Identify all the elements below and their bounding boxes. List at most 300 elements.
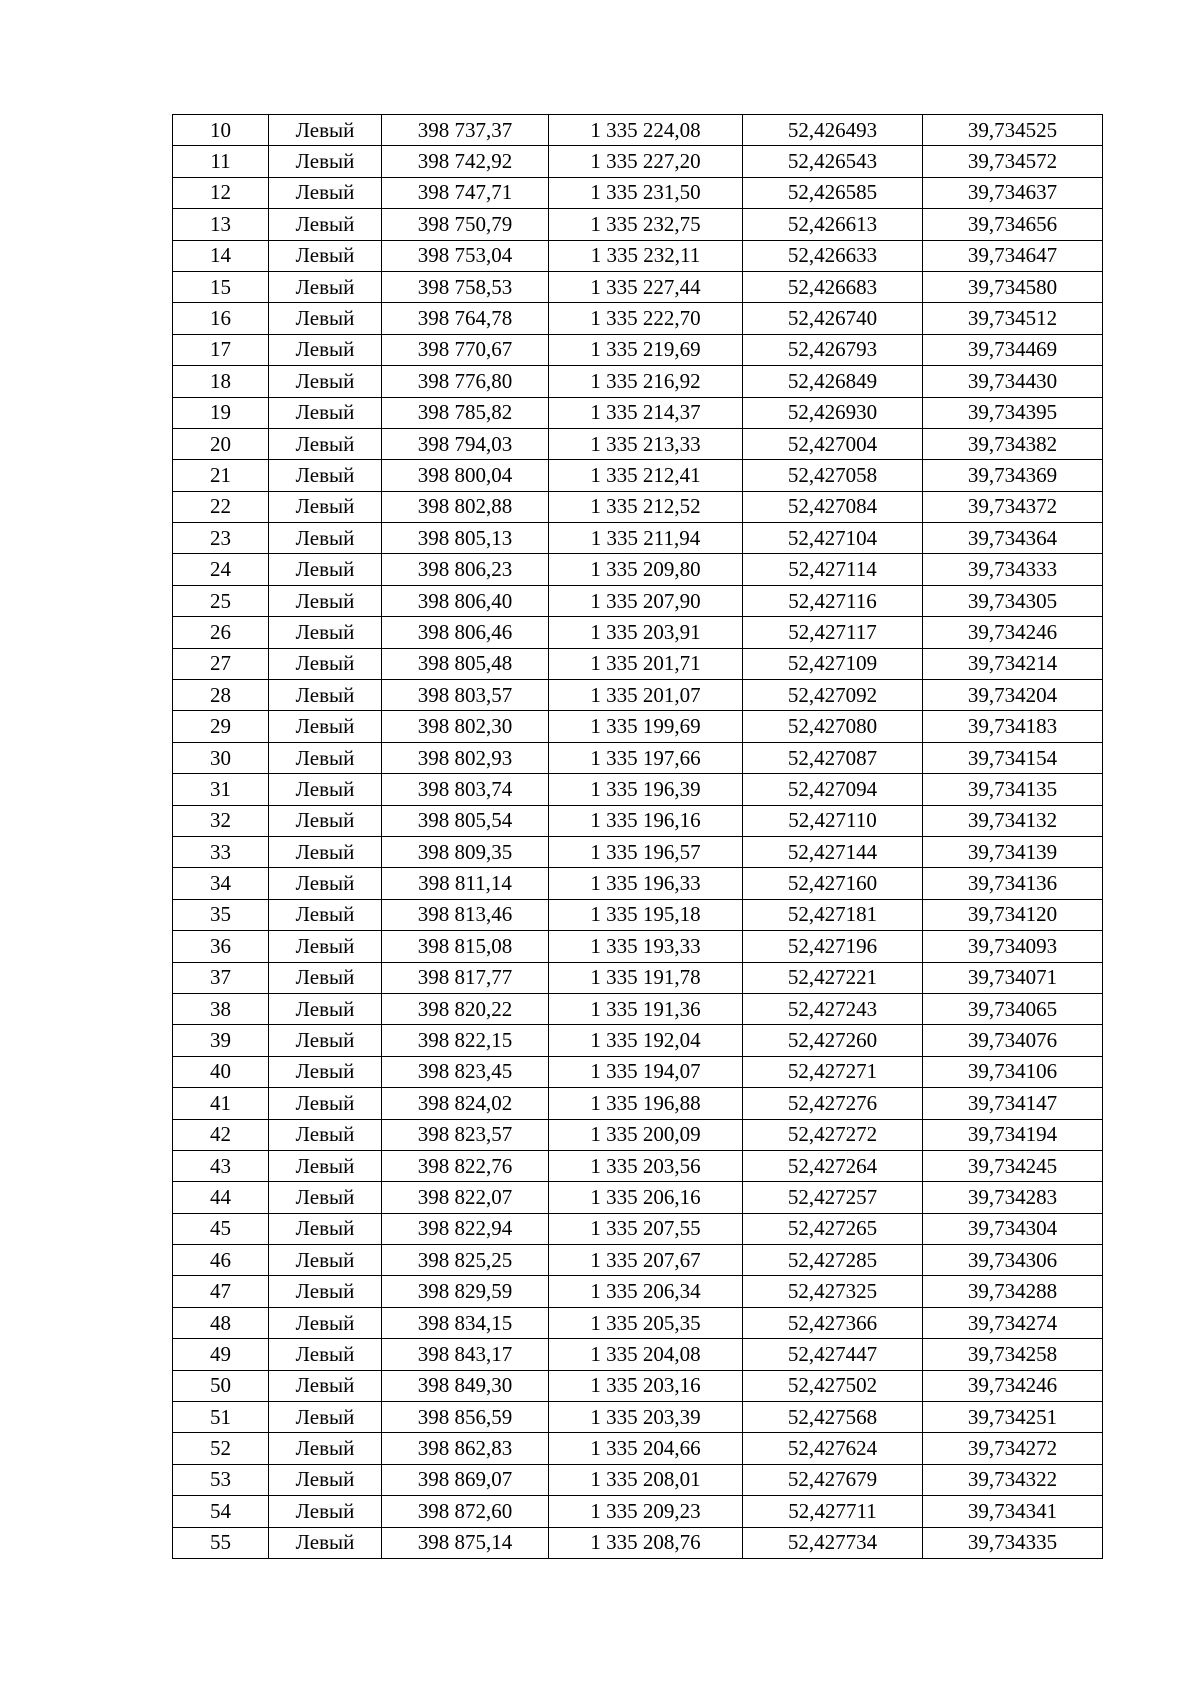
latitude-cell: 52,426930 (743, 397, 923, 428)
longitude-cell: 39,734322 (923, 1464, 1103, 1495)
longitude-cell: 39,734469 (923, 334, 1103, 365)
x-coordinate-cell: 398 737,37 (382, 115, 549, 146)
side-cell: Левый (269, 962, 382, 993)
x-coordinate-cell: 398 802,88 (382, 491, 549, 522)
point-number-cell: 47 (173, 1276, 269, 1307)
x-coordinate-cell: 398 820,22 (382, 993, 549, 1024)
table-row (173, 805, 1103, 836)
x-coordinate-cell: 398 750,79 (382, 209, 549, 240)
y-coordinate-cell: 1 335 201,71 (549, 648, 743, 679)
table-row (173, 993, 1103, 1024)
x-coordinate-cell: 398 823,57 (382, 1119, 549, 1150)
y-coordinate-cell: 1 335 207,67 (549, 1245, 743, 1276)
side-cell: Левый (269, 1088, 382, 1119)
latitude-cell: 52,427087 (743, 742, 923, 773)
side-cell: Левый (269, 742, 382, 773)
point-number-cell: 32 (173, 805, 269, 836)
point-number-cell: 26 (173, 617, 269, 648)
point-number-cell: 36 (173, 931, 269, 962)
latitude-cell: 52,427366 (743, 1307, 923, 1338)
latitude-cell: 52,427092 (743, 680, 923, 711)
y-coordinate-cell: 1 335 231,50 (549, 177, 743, 208)
side-cell: Левый (269, 491, 382, 522)
table-row (173, 899, 1103, 930)
longitude-cell: 39,734580 (923, 271, 1103, 302)
side-cell: Левый (269, 115, 382, 146)
latitude-cell: 52,427260 (743, 1025, 923, 1056)
latitude-cell: 52,427711 (743, 1496, 923, 1527)
table-row (173, 209, 1103, 240)
longitude-cell: 39,734395 (923, 397, 1103, 428)
table-row (173, 931, 1103, 962)
point-number-cell: 33 (173, 836, 269, 867)
side-cell: Левый (269, 899, 382, 930)
latitude-cell: 52,427568 (743, 1402, 923, 1433)
table-row (173, 1464, 1103, 1495)
side-cell: Левый (269, 428, 382, 459)
x-coordinate-cell: 398 776,80 (382, 366, 549, 397)
latitude-cell: 52,427114 (743, 554, 923, 585)
latitude-cell: 52,427116 (743, 585, 923, 616)
y-coordinate-cell: 1 335 212,52 (549, 491, 743, 522)
point-number-cell: 12 (173, 177, 269, 208)
side-cell: Левый (269, 523, 382, 554)
longitude-cell: 39,734214 (923, 648, 1103, 679)
longitude-cell: 39,734372 (923, 491, 1103, 522)
table-row (173, 397, 1103, 428)
longitude-cell: 39,734430 (923, 366, 1103, 397)
y-coordinate-cell: 1 335 227,20 (549, 146, 743, 177)
longitude-cell: 39,734305 (923, 585, 1103, 616)
x-coordinate-cell: 398 862,83 (382, 1433, 549, 1464)
side-cell: Левый (269, 648, 382, 679)
latitude-cell: 52,427285 (743, 1245, 923, 1276)
side-cell: Левый (269, 1464, 382, 1495)
table-row (173, 836, 1103, 867)
longitude-cell: 39,734274 (923, 1307, 1103, 1338)
x-coordinate-cell: 398 823,45 (382, 1056, 549, 1087)
longitude-cell: 39,734132 (923, 805, 1103, 836)
x-coordinate-cell: 398 869,07 (382, 1464, 549, 1495)
latitude-cell: 52,427196 (743, 931, 923, 962)
x-coordinate-cell: 398 825,25 (382, 1245, 549, 1276)
longitude-cell: 39,734154 (923, 742, 1103, 773)
x-coordinate-cell: 398 822,76 (382, 1150, 549, 1181)
latitude-cell: 52,427502 (743, 1370, 923, 1401)
x-coordinate-cell: 398 811,14 (382, 868, 549, 899)
table-row (173, 1056, 1103, 1087)
y-coordinate-cell: 1 335 199,69 (549, 711, 743, 742)
longitude-cell: 39,734183 (923, 711, 1103, 742)
longitude-cell: 39,734204 (923, 680, 1103, 711)
longitude-cell: 39,734106 (923, 1056, 1103, 1087)
point-number-cell: 54 (173, 1496, 269, 1527)
side-cell: Левый (269, 680, 382, 711)
latitude-cell: 52,427272 (743, 1119, 923, 1150)
longitude-cell: 39,734369 (923, 460, 1103, 491)
side-cell: Левый (269, 146, 382, 177)
longitude-cell: 39,734093 (923, 931, 1103, 962)
table-row (173, 1339, 1103, 1370)
point-number-cell: 10 (173, 115, 269, 146)
point-number-cell: 16 (173, 303, 269, 334)
x-coordinate-cell: 398 824,02 (382, 1088, 549, 1119)
y-coordinate-cell: 1 335 203,16 (549, 1370, 743, 1401)
point-number-cell: 48 (173, 1307, 269, 1338)
point-number-cell: 21 (173, 460, 269, 491)
x-coordinate-cell: 398 849,30 (382, 1370, 549, 1401)
latitude-cell: 52,427257 (743, 1182, 923, 1213)
y-coordinate-cell: 1 335 196,33 (549, 868, 743, 899)
latitude-cell: 52,427265 (743, 1213, 923, 1244)
side-cell: Левый (269, 460, 382, 491)
side-cell: Левый (269, 209, 382, 240)
table-row (173, 1119, 1103, 1150)
table-row (173, 1025, 1103, 1056)
table-row (173, 303, 1103, 334)
table-row (173, 1307, 1103, 1338)
y-coordinate-cell: 1 335 194,07 (549, 1056, 743, 1087)
longitude-cell: 39,734656 (923, 209, 1103, 240)
point-number-cell: 20 (173, 428, 269, 459)
y-coordinate-cell: 1 335 191,36 (549, 993, 743, 1024)
longitude-cell: 39,734306 (923, 1245, 1103, 1276)
table-row (173, 1370, 1103, 1401)
x-coordinate-cell: 398 809,35 (382, 836, 549, 867)
x-coordinate-cell: 398 829,59 (382, 1276, 549, 1307)
side-cell: Левый (269, 1213, 382, 1244)
longitude-cell: 39,734194 (923, 1119, 1103, 1150)
x-coordinate-cell: 398 856,59 (382, 1402, 549, 1433)
table-row (173, 1496, 1103, 1527)
y-coordinate-cell: 1 335 208,01 (549, 1464, 743, 1495)
coordinates-table (172, 114, 1103, 1559)
table-row (173, 617, 1103, 648)
y-coordinate-cell: 1 335 204,66 (549, 1433, 743, 1464)
side-cell: Левый (269, 271, 382, 302)
point-number-cell: 39 (173, 1025, 269, 1056)
point-number-cell: 31 (173, 774, 269, 805)
table-row (173, 1088, 1103, 1119)
point-number-cell: 30 (173, 742, 269, 773)
point-number-cell: 15 (173, 271, 269, 302)
latitude-cell: 52,427058 (743, 460, 923, 491)
latitude-cell: 52,426493 (743, 115, 923, 146)
point-number-cell: 17 (173, 334, 269, 365)
latitude-cell: 52,427181 (743, 899, 923, 930)
y-coordinate-cell: 1 335 193,33 (549, 931, 743, 962)
table-row (173, 491, 1103, 522)
longitude-cell: 39,734071 (923, 962, 1103, 993)
y-coordinate-cell: 1 335 213,33 (549, 428, 743, 459)
table-row (173, 428, 1103, 459)
x-coordinate-cell: 398 875,14 (382, 1527, 549, 1558)
table-row (173, 1182, 1103, 1213)
side-cell: Левый (269, 1433, 382, 1464)
latitude-cell: 52,426683 (743, 271, 923, 302)
side-cell: Левый (269, 585, 382, 616)
y-coordinate-cell: 1 335 219,69 (549, 334, 743, 365)
latitude-cell: 52,427117 (743, 617, 923, 648)
side-cell: Левый (269, 366, 382, 397)
x-coordinate-cell: 398 802,30 (382, 711, 549, 742)
x-coordinate-cell: 398 805,13 (382, 523, 549, 554)
longitude-cell: 39,734251 (923, 1402, 1103, 1433)
side-cell: Левый (269, 397, 382, 428)
point-number-cell: 22 (173, 491, 269, 522)
latitude-cell: 52,427243 (743, 993, 923, 1024)
table-row (173, 868, 1103, 899)
side-cell: Левый (269, 240, 382, 271)
y-coordinate-cell: 1 335 197,66 (549, 742, 743, 773)
point-number-cell: 50 (173, 1370, 269, 1401)
point-number-cell: 14 (173, 240, 269, 271)
latitude-cell: 52,427679 (743, 1464, 923, 1495)
point-number-cell: 34 (173, 868, 269, 899)
table-row (173, 774, 1103, 805)
longitude-cell: 39,734333 (923, 554, 1103, 585)
side-cell: Левый (269, 1402, 382, 1433)
table-row (173, 366, 1103, 397)
y-coordinate-cell: 1 335 191,78 (549, 962, 743, 993)
longitude-cell: 39,734139 (923, 836, 1103, 867)
side-cell: Левый (269, 1496, 382, 1527)
side-cell: Левый (269, 1025, 382, 1056)
side-cell: Левый (269, 334, 382, 365)
table-row (173, 1433, 1103, 1464)
point-number-cell: 53 (173, 1464, 269, 1495)
y-coordinate-cell: 1 335 201,07 (549, 680, 743, 711)
x-coordinate-cell: 398 806,40 (382, 585, 549, 616)
latitude-cell: 52,427104 (743, 523, 923, 554)
latitude-cell: 52,426793 (743, 334, 923, 365)
y-coordinate-cell: 1 335 207,90 (549, 585, 743, 616)
x-coordinate-cell: 398 815,08 (382, 931, 549, 962)
table-row (173, 648, 1103, 679)
longitude-cell: 39,734572 (923, 146, 1103, 177)
longitude-cell: 39,734512 (923, 303, 1103, 334)
table-row (173, 271, 1103, 302)
longitude-cell: 39,734637 (923, 177, 1103, 208)
y-coordinate-cell: 1 335 192,04 (549, 1025, 743, 1056)
latitude-cell: 52,426585 (743, 177, 923, 208)
longitude-cell: 39,734258 (923, 1339, 1103, 1370)
latitude-cell: 52,426613 (743, 209, 923, 240)
x-coordinate-cell: 398 747,71 (382, 177, 549, 208)
y-coordinate-cell: 1 335 205,35 (549, 1307, 743, 1338)
side-cell: Левый (269, 711, 382, 742)
y-coordinate-cell: 1 335 196,57 (549, 836, 743, 867)
table-row (173, 146, 1103, 177)
latitude-cell: 52,427271 (743, 1056, 923, 1087)
table-row (173, 585, 1103, 616)
y-coordinate-cell: 1 335 209,80 (549, 554, 743, 585)
x-coordinate-cell: 398 803,74 (382, 774, 549, 805)
latitude-cell: 52,427325 (743, 1276, 923, 1307)
table-row (173, 1150, 1103, 1181)
side-cell: Левый (269, 1276, 382, 1307)
longitude-cell: 39,734245 (923, 1150, 1103, 1181)
point-number-cell: 37 (173, 962, 269, 993)
table-row (173, 523, 1103, 554)
table-row (173, 1276, 1103, 1307)
y-coordinate-cell: 1 335 196,88 (549, 1088, 743, 1119)
point-number-cell: 41 (173, 1088, 269, 1119)
longitude-cell: 39,734288 (923, 1276, 1103, 1307)
side-cell: Левый (269, 774, 382, 805)
y-coordinate-cell: 1 335 232,11 (549, 240, 743, 271)
side-cell: Левый (269, 868, 382, 899)
point-number-cell: 25 (173, 585, 269, 616)
point-number-cell: 28 (173, 680, 269, 711)
x-coordinate-cell: 398 794,03 (382, 428, 549, 459)
side-cell: Левый (269, 1182, 382, 1213)
y-coordinate-cell: 1 335 206,16 (549, 1182, 743, 1213)
table-row (173, 240, 1103, 271)
table-row (173, 1245, 1103, 1276)
side-cell: Левый (269, 554, 382, 585)
point-number-cell: 11 (173, 146, 269, 177)
y-coordinate-cell: 1 335 196,39 (549, 774, 743, 805)
y-coordinate-cell: 1 335 224,08 (549, 115, 743, 146)
side-cell: Левый (269, 303, 382, 334)
point-number-cell: 51 (173, 1402, 269, 1433)
table-row (173, 742, 1103, 773)
latitude-cell: 52,427094 (743, 774, 923, 805)
latitude-cell: 52,426543 (743, 146, 923, 177)
latitude-cell: 52,427734 (743, 1527, 923, 1558)
x-coordinate-cell: 398 805,54 (382, 805, 549, 836)
table-row (173, 554, 1103, 585)
table-row (173, 1213, 1103, 1244)
point-number-cell: 52 (173, 1433, 269, 1464)
longitude-cell: 39,734647 (923, 240, 1103, 271)
y-coordinate-cell: 1 335 204,08 (549, 1339, 743, 1370)
latitude-cell: 52,427624 (743, 1433, 923, 1464)
table-row (173, 177, 1103, 208)
side-cell: Левый (269, 1307, 382, 1338)
x-coordinate-cell: 398 813,46 (382, 899, 549, 930)
side-cell: Левый (269, 1119, 382, 1150)
point-number-cell: 43 (173, 1150, 269, 1181)
latitude-cell: 52,427264 (743, 1150, 923, 1181)
x-coordinate-cell: 398 800,04 (382, 460, 549, 491)
y-coordinate-cell: 1 335 207,55 (549, 1213, 743, 1244)
longitude-cell: 39,734341 (923, 1496, 1103, 1527)
x-coordinate-cell: 398 822,07 (382, 1182, 549, 1213)
table-row (173, 680, 1103, 711)
x-coordinate-cell: 398 803,57 (382, 680, 549, 711)
x-coordinate-cell: 398 806,23 (382, 554, 549, 585)
side-cell: Левый (269, 805, 382, 836)
point-number-cell: 23 (173, 523, 269, 554)
side-cell: Левый (269, 617, 382, 648)
point-number-cell: 46 (173, 1245, 269, 1276)
longitude-cell: 39,734382 (923, 428, 1103, 459)
y-coordinate-cell: 1 335 203,56 (549, 1150, 743, 1181)
x-coordinate-cell: 398 822,94 (382, 1213, 549, 1244)
y-coordinate-cell: 1 335 232,75 (549, 209, 743, 240)
latitude-cell: 52,427004 (743, 428, 923, 459)
point-number-cell: 42 (173, 1119, 269, 1150)
latitude-cell: 52,427221 (743, 962, 923, 993)
y-coordinate-cell: 1 335 216,92 (549, 366, 743, 397)
longitude-cell: 39,734135 (923, 774, 1103, 805)
table-row (173, 1527, 1103, 1558)
side-cell: Левый (269, 1245, 382, 1276)
longitude-cell: 39,734076 (923, 1025, 1103, 1056)
longitude-cell: 39,734304 (923, 1213, 1103, 1244)
latitude-cell: 52,426633 (743, 240, 923, 271)
point-number-cell: 29 (173, 711, 269, 742)
x-coordinate-cell: 398 806,46 (382, 617, 549, 648)
x-coordinate-cell: 398 764,78 (382, 303, 549, 334)
y-coordinate-cell: 1 335 222,70 (549, 303, 743, 334)
longitude-cell: 39,734246 (923, 617, 1103, 648)
point-number-cell: 49 (173, 1339, 269, 1370)
point-number-cell: 27 (173, 648, 269, 679)
point-number-cell: 44 (173, 1182, 269, 1213)
side-cell: Левый (269, 1370, 382, 1401)
latitude-cell: 52,427160 (743, 868, 923, 899)
x-coordinate-cell: 398 817,77 (382, 962, 549, 993)
y-coordinate-cell: 1 335 203,91 (549, 617, 743, 648)
latitude-cell: 52,426740 (743, 303, 923, 334)
side-cell: Левый (269, 1339, 382, 1370)
y-coordinate-cell: 1 335 206,34 (549, 1276, 743, 1307)
latitude-cell: 52,427276 (743, 1088, 923, 1119)
longitude-cell: 39,734525 (923, 115, 1103, 146)
x-coordinate-cell: 398 872,60 (382, 1496, 549, 1527)
x-coordinate-cell: 398 834,15 (382, 1307, 549, 1338)
table-row (173, 460, 1103, 491)
longitude-cell: 39,734065 (923, 993, 1103, 1024)
point-number-cell: 45 (173, 1213, 269, 1244)
longitude-cell: 39,734120 (923, 899, 1103, 930)
x-coordinate-cell: 398 802,93 (382, 742, 549, 773)
x-coordinate-cell: 398 785,82 (382, 397, 549, 428)
x-coordinate-cell: 398 805,48 (382, 648, 549, 679)
latitude-cell: 52,427144 (743, 836, 923, 867)
point-number-cell: 24 (173, 554, 269, 585)
latitude-cell: 52,427110 (743, 805, 923, 836)
longitude-cell: 39,734246 (923, 1370, 1103, 1401)
y-coordinate-cell: 1 335 208,76 (549, 1527, 743, 1558)
side-cell: Левый (269, 836, 382, 867)
side-cell: Левый (269, 931, 382, 962)
point-number-cell: 19 (173, 397, 269, 428)
longitude-cell: 39,734335 (923, 1527, 1103, 1558)
side-cell: Левый (269, 1150, 382, 1181)
table-row (173, 711, 1103, 742)
latitude-cell: 52,427084 (743, 491, 923, 522)
coordinates-table-body (173, 115, 1103, 1559)
table-row (173, 115, 1103, 146)
side-cell: Левый (269, 1527, 382, 1558)
y-coordinate-cell: 1 335 212,41 (549, 460, 743, 491)
x-coordinate-cell: 398 742,92 (382, 146, 549, 177)
y-coordinate-cell: 1 335 200,09 (549, 1119, 743, 1150)
table-row (173, 1402, 1103, 1433)
latitude-cell: 52,427109 (743, 648, 923, 679)
side-cell: Левый (269, 1056, 382, 1087)
x-coordinate-cell: 398 843,17 (382, 1339, 549, 1370)
point-number-cell: 55 (173, 1527, 269, 1558)
y-coordinate-cell: 1 335 195,18 (549, 899, 743, 930)
y-coordinate-cell: 1 335 196,16 (549, 805, 743, 836)
longitude-cell: 39,734136 (923, 868, 1103, 899)
latitude-cell: 52,426849 (743, 366, 923, 397)
